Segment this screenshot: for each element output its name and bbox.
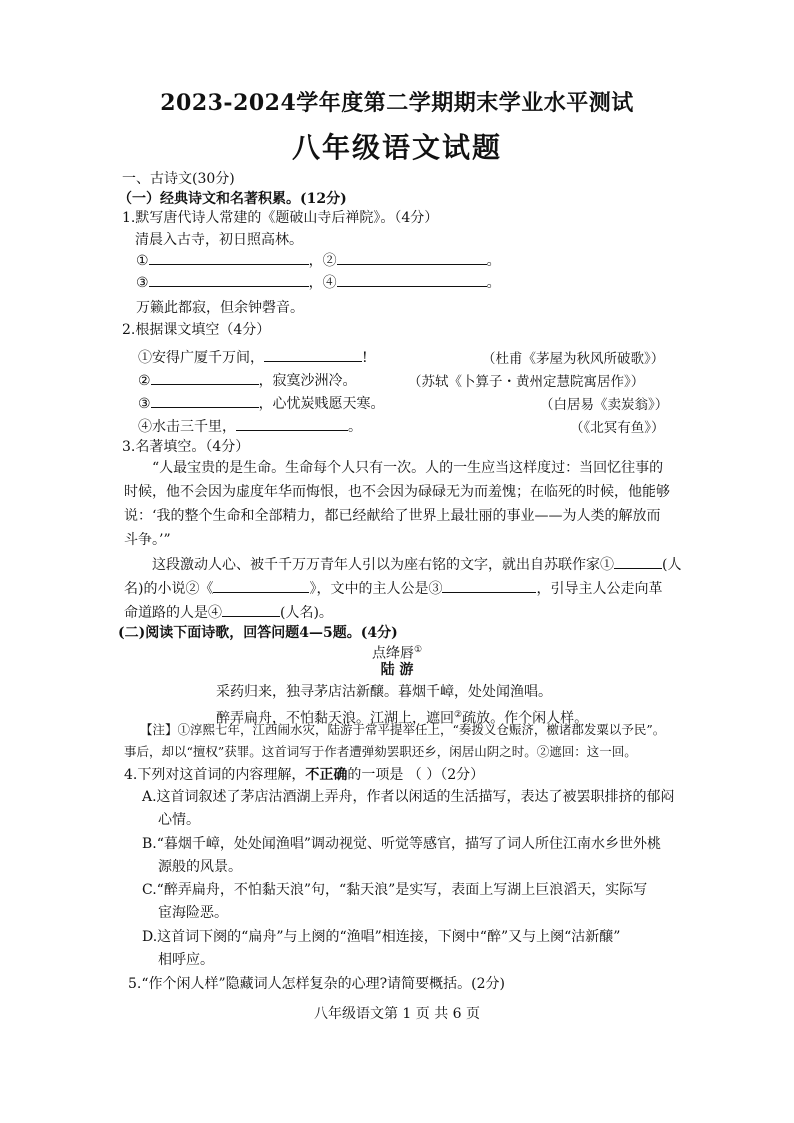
question-5-prompt: 5.“作个闲人样”隐藏词人怎样复杂的心理?请简要概括。(2分): [128, 976, 506, 992]
q3-text: 》，文中的主人公是③: [309, 581, 443, 597]
question-4-prompt: [124, 763, 484, 787]
blank-label-4: ④: [322, 275, 337, 291]
fill-row-1: [136, 250, 501, 271]
q2-item-text: ②: [138, 373, 151, 389]
exam-title: 2023-2024学年度第二学期期末学业水平测试: [160, 90, 634, 116]
answer-blank[interactable]: [236, 416, 348, 431]
q2-item-1: [138, 347, 368, 368]
answer-blank-3[interactable]: [149, 272, 309, 287]
blank-label-2: ②: [322, 253, 337, 269]
answer-blank[interactable]: [151, 370, 259, 385]
poem-author: 陆 游: [380, 662, 414, 678]
option-c-line-1: C.“醉弄扁舟，不怕黏天浪”句，“黏天浪”是实写，表面上写湖上巨浪滔天，实际写: [142, 882, 648, 898]
q4-text: 的一项是 （ ）（2分）: [347, 767, 485, 783]
section-heading: 一、古诗文(30分): [122, 171, 235, 187]
q4-text: 4.下列对这首词的内容理解，: [124, 767, 306, 783]
q2-item-text: ，寂寞沙洲冷。: [258, 373, 357, 389]
fill-row-2: [136, 272, 501, 293]
poem-line-given-1: 清晨入古寺，初日照高林。: [135, 232, 303, 248]
quote-line-3: 说：‘我的整个生命和全部精力，都已经献给了世界上最壮丽的事业——为人类的解放而: [124, 508, 661, 524]
option-b-line-1: B.“暮烟千嶂，处处闻渔唱”调动视觉、听觉等感官，描写了词人所住江南水乡世外桃: [142, 836, 662, 852]
q3-text: ，引导主人公走向革: [536, 581, 663, 597]
q2-source-2: （苏轼《卜算子・黄州定慧院寓居作》）: [408, 374, 645, 390]
option-b-line-2: 源般的风景。: [158, 859, 242, 875]
note-line-1: 【注】①淳熙七年，江西闹水灾，陆游于常平提举任上，“奏拨义仓赈济，檄诸郡发粟以予民”。: [140, 722, 666, 737]
q2-item-text: ④水击三千里，: [138, 419, 236, 435]
poem-line-1: 采药归来，独寻茅店沽新醸。暮烟千嶂，处处闻渔唱。: [216, 684, 552, 700]
option-a-line-1: A.这首词叙述了茅店沽酒湖上弄舟，作者以闲适的生活描写，表达了被罢职排挤的郁闷: [142, 789, 675, 805]
answer-blank[interactable]: [151, 393, 259, 408]
q4-emphasis: 不正确: [305, 767, 348, 783]
page-footer: 八年级语文第 1 页 共 6 页: [313, 1006, 481, 1022]
q3-fill-line-1: [152, 553, 681, 577]
option-a-line-2: 心情。: [158, 812, 200, 828]
q2-source-3: （白居易《卖炭翁》）: [540, 397, 669, 413]
poem-text: 疏放。作个闲人样。: [462, 710, 589, 727]
answer-blank-novel[interactable]: [213, 578, 309, 593]
answer-blank[interactable]: [264, 347, 362, 362]
answer-blank-mentor[interactable]: [222, 602, 280, 617]
note-mark: ②: [454, 710, 463, 720]
note-line-2: 事后，却以“擅权”获罪。这首词写于作者遭弹劾罢职还乡，闲居山阴之时。②遮回：这一回。: [124, 744, 637, 759]
question-1-prompt: 1.默写唐代诗人常建的《题破山寺后禅院》。（4分）: [122, 210, 439, 226]
comma: ，: [308, 275, 323, 291]
q2-item-2: [138, 370, 357, 391]
poem-text: 醉弄扁舟，不怕黏天浪。江湖上，遮回: [216, 710, 454, 727]
quote-line-2: 时候，他不会因为虚度年华而悔恨，也不会因为碌碌无为而羞愧；在临死的时候，他能够: [124, 484, 670, 500]
option-c-line-2: 宦海险恶。: [158, 905, 228, 921]
exam-subtitle: 八年级语文试题: [291, 131, 502, 164]
q2-item-3: [138, 393, 385, 414]
q3-text: 名)的小说②《: [124, 581, 214, 597]
period: 。: [486, 253, 501, 269]
answer-blank-author[interactable]: [614, 554, 662, 569]
q3-text: (人: [662, 557, 682, 573]
q2-source-1: （杜甫《茅屋为秋风所破歌》）: [482, 351, 665, 367]
q2-item-4: [138, 416, 362, 437]
q2-source-4: （《北冥有鱼》）: [570, 420, 665, 436]
q2-item-text: 。: [348, 419, 362, 435]
answer-blank-protagonist[interactable]: [442, 578, 536, 593]
blank-label-3: ③: [136, 275, 149, 291]
q3-text: (人名)。: [280, 605, 333, 621]
answer-blank-2[interactable]: [337, 250, 487, 265]
q2-item-text: ③: [138, 396, 151, 412]
q2-item-text: !: [362, 350, 368, 366]
q3-text: 命道路的人是④: [124, 605, 222, 621]
poem-line-given-2: 万籁此都寂，但余钟磬音。: [136, 300, 304, 316]
subsection-heading-2: (二)阅读下面诗歌，回答问题4—5题。(4分): [118, 625, 398, 641]
question-2-prompt: 2.根据课文填空（4分）: [122, 322, 271, 338]
answer-blank-4[interactable]: [337, 272, 487, 287]
q3-fill-line-2: [124, 577, 662, 601]
blank-label-1: ①: [136, 253, 149, 269]
q2-item-text: ①安得广厦千万间，: [138, 350, 264, 366]
question-3-prompt: 3.名著填空。（4分）: [122, 439, 250, 455]
note-mark: ①: [413, 645, 423, 655]
quote-line-4: 斗争。’”: [124, 532, 171, 548]
option-d-line-2: 相呼应。: [158, 952, 214, 968]
answer-blank-1[interactable]: [149, 250, 309, 265]
period: 。: [486, 275, 501, 291]
subsection-heading-1: （一）经典诗文和名著积累。(12分): [118, 191, 347, 207]
option-d-line-1: D.这首词下阕的“扁舟”与上阕的“渔唱”相连接，下阕中“醉”又与上阕“沽新醸”: [142, 929, 621, 945]
q3-text: 这段激动人心、被千千万万青年人引以为座右铭的文字，就出自苏联作家①: [152, 557, 614, 573]
poem-title-text: 点绛唇: [371, 645, 414, 662]
q2-item-text: ，心忧炭贱愿天寒。: [258, 396, 385, 412]
comma: ，: [308, 253, 323, 269]
quote-line-1: “人最宝贵的是生命。生命每个人只有一次。人的一生应当这样度过：当回忆往事的: [152, 460, 664, 476]
